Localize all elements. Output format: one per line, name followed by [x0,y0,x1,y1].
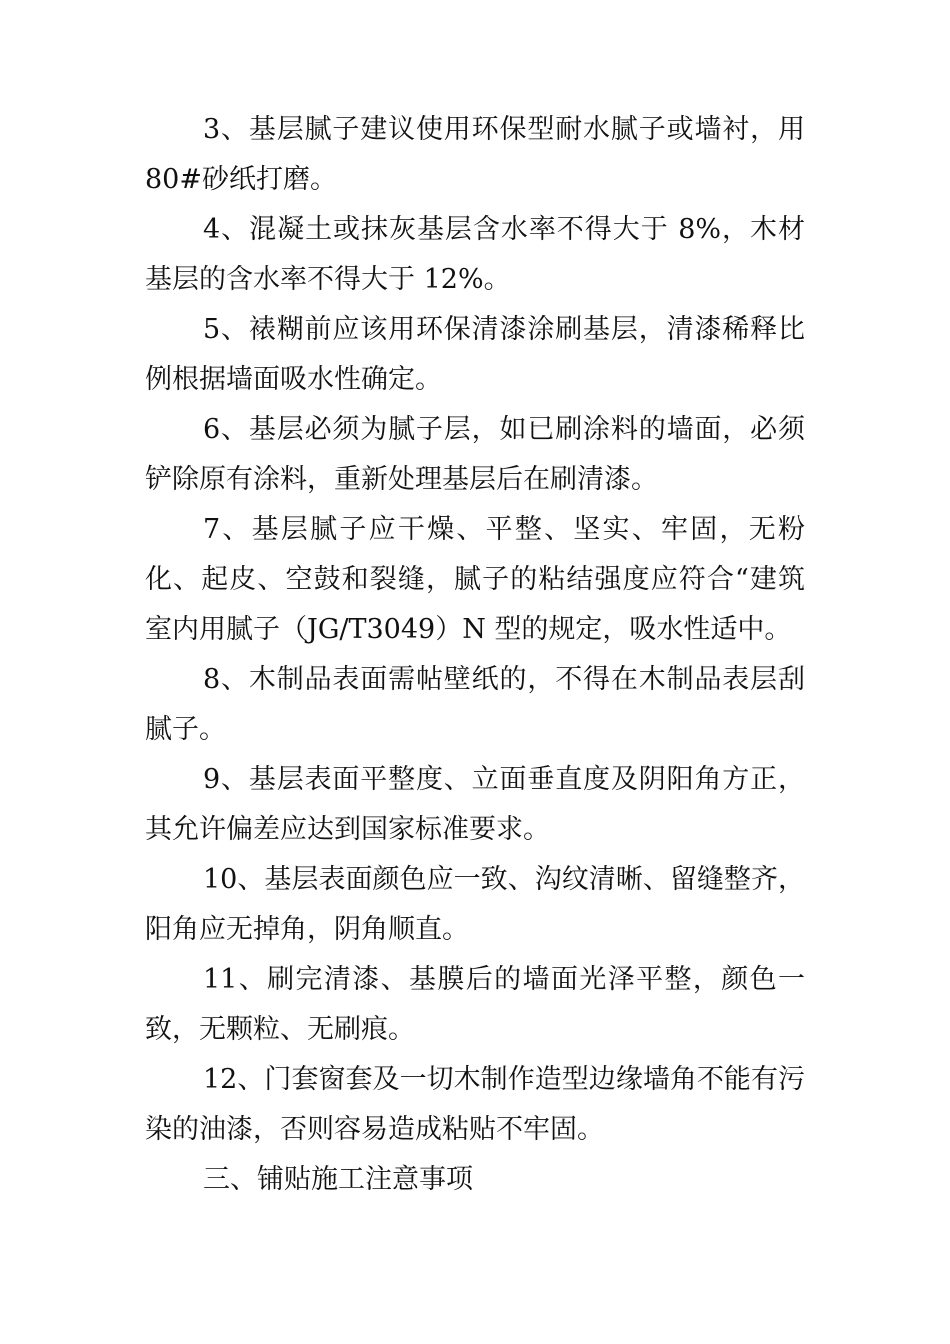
paragraph-7: 7、基层腻子应干燥、平整、坚实、牢固，无粉化、起皮、空鼓和裂缝，腻子的粘结强度应符合“建筑室内用腻子（JG/T3049）N 型的规定，吸水性适中。 [145,514,805,645]
document-body [145,105,805,1205]
paragraph-10: 10、基层表面颜色应一致、沟纹清晰、留缝整齐，阳角应无掉角，阴角顺直。 [145,864,805,945]
paragraph-3: 3、基层腻子建议使用环保型耐水腻子或墙衬，用80#砂纸打磨。 [145,114,805,195]
paragraph-9: 9、基层表面平整度、立面垂直度及阴阳角方正，其允许偏差应达到国家标准要求。 [145,764,805,845]
paragraph-8: 8、木制品表面需帖壁纸的，不得在木制品表层刮腻子。 [145,664,805,745]
paragraph-11: 11、刷完清漆、基膜后的墙面光泽平整，颜色一致，无颗粒、无刷痕。 [145,964,805,1045]
section-heading: 三、铺贴施工注意事项 [203,1164,473,1195]
paragraph-12: 12、门套窗套及一切木制作造型边缘墙角不能有污染的油漆，否则容易造成粘贴不牢固。 [145,1064,805,1145]
paragraph-6: 6、基层必须为腻子层，如已刷涂料的墙面，必须铲除原有涂料，重新处理基层后在刷清漆。 [145,414,805,495]
paragraph-4: 4、混凝土或抹灰基层含水率不得大于 8%，木材基层的含水率不得大于 12%。 [145,214,805,295]
paragraph-5: 5、裱糊前应该用环保清漆涂刷基层，清漆稀释比例根据墙面吸水性确定。 [145,314,805,395]
